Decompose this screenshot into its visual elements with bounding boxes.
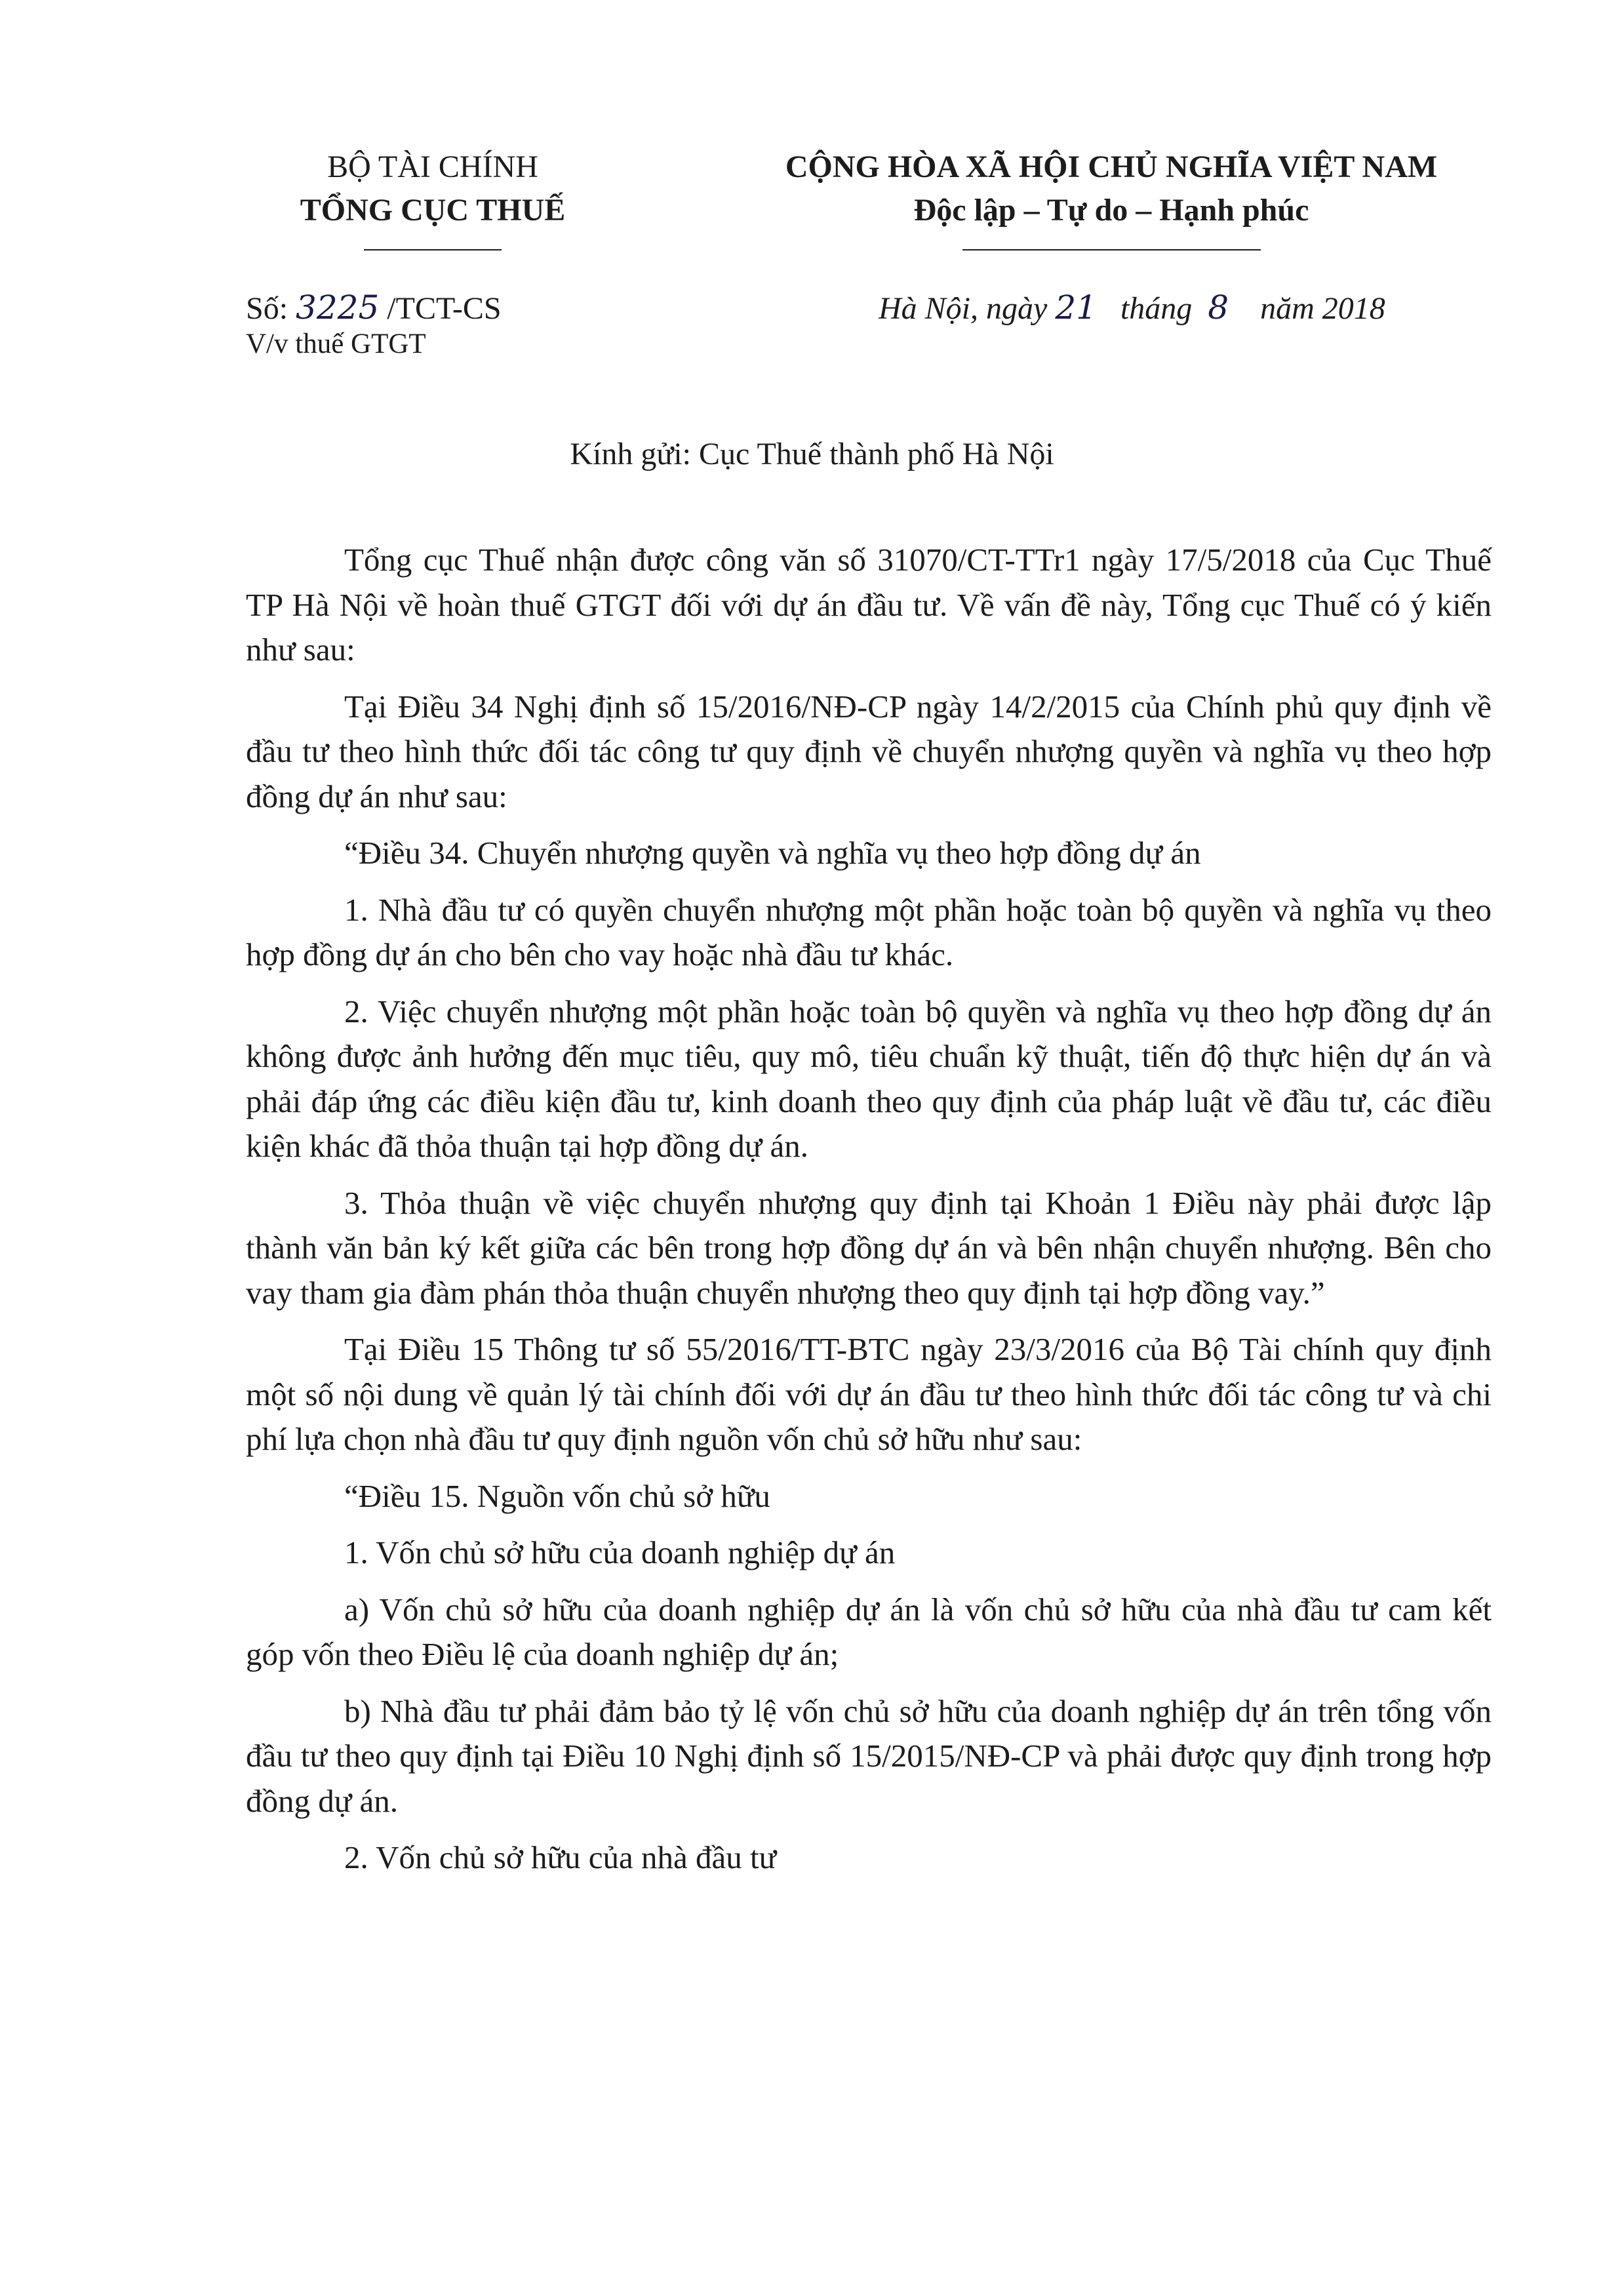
paragraph: “Điều 34. Chuyển nhượng quyền và nghĩa vụ theo hợp đồng dự án	[344, 835, 1201, 871]
paragraph: Tại Điều 15 Thông tư số 55/2016/TT-BTC ngày 23/3/2016 của Bộ Tài chính quy định một số nội dung về quản lý tài chính đối với dự án đầu tư theo hình thức đối tác công tư và chi phí lựa chọn nhà đầu tư quy định nguồn vốn chủ sở hữu như sau:	[246, 1331, 1492, 1457]
country-name: CỘNG HÒA XÃ HỘI CHỦ NGHĨA VIỆT NAM	[785, 150, 1438, 184]
so-label: Số:	[246, 291, 288, 326]
paragraph: 1. Vốn chủ sở hữu của doanh nghiệp dự án	[344, 1534, 896, 1570]
department-name: TỔNG CỤC THUẾ	[300, 193, 566, 228]
document-subject: V/v thuế GTGT	[246, 329, 426, 359]
so-suffix: /TCT-CS	[387, 291, 502, 326]
issuer-block	[249, 146, 616, 250]
handwritten-day: 21	[1055, 289, 1097, 327]
document-date	[879, 289, 1385, 327]
national-motto: Độc lập – Tự do – Hạnh phúc	[913, 193, 1309, 228]
document-number	[246, 289, 502, 327]
paragraph: a) Vốn chủ sở hữu của doanh nghiệp dự án là vốn chủ sở hữu của nhà đầu tư cam kết góp vốn theo Điều lệ của doanh nghiệp dự án;	[246, 1591, 1492, 1672]
motto-underline	[962, 249, 1261, 250]
ministry-name: BỘ TÀI CHÍNH	[327, 150, 538, 184]
paragraph: b) Nhà đầu tư phải đảm bảo tỷ lệ vốn chủ sở hữu của doanh nghiệp dự án trên tổng vốn đầu tư theo quy định tại Điều 10 Nghị định số 15/2015/NĐ-CP và phải được quy định trong hợp đồng dự án.	[246, 1692, 1492, 1819]
month-label: tháng	[1120, 291, 1193, 326]
national-heading	[705, 146, 1518, 250]
paragraph: Tổng cục Thuế nhận được công văn số 31070/CT-TTr1 ngày 17/5/2018 của Cục Thuế TP Hà Nội về hoàn thuế GTGT đối với dự án đầu tư. Về vấn đề này, Tổng cục Thuế có ý kiến như sau:	[246, 542, 1492, 668]
handwritten-number: 3225	[296, 289, 380, 327]
paragraph: 2. Vốn chủ sở hữu của nhà đầu tư	[344, 1839, 777, 1875]
date-year: năm 2018	[1260, 291, 1385, 326]
date-prefix: Hà Nội, ngày	[879, 291, 1048, 326]
paragraph: 2. Việc chuyển nhượng một phần hoặc toàn bộ quyền và nghĩa vụ theo hợp đồng dự án không được ảnh hưởng đến mục tiêu, quy mô, tiêu chuẩn kỹ thuật, tiến độ thực hiện dự án và phải đáp ứng các điều kiện đầu tư, kinh doanh theo quy định của pháp luật về đầu tư, các điều kiện khác đã thỏa thuận tại hợp đồng dự án.	[246, 993, 1492, 1164]
handwritten-month: 8	[1208, 289, 1229, 327]
recipient-line: Kính gửi: Cục Thuế thành phố Hà Nội	[570, 437, 1054, 471]
paragraph: “Điều 15. Nguồn vốn chủ sở hữu	[344, 1477, 770, 1514]
letter-body	[246, 538, 1492, 1881]
paragraph: Tại Điều 34 Nghị định số 15/2016/NĐ-CP ngày 14/2/2015 của Chính phủ quy định về đầu tư theo hình thức đối tác công tư quy định về chuyển nhượng quyền và nghĩa vụ theo hợp đồng dự án như sau:	[246, 688, 1492, 814]
issuer-underline	[364, 249, 502, 250]
paragraph: 1. Nhà đầu tư có quyền chuyển nhượng một phần hoặc toàn bộ quyền và nghĩa vụ theo hợp đồng dự án cho bên cho vay hoặc nhà đầu tư khác.	[246, 891, 1492, 972]
paragraph: 3. Thỏa thuận về việc chuyển nhượng quy định tại Khoản 1 Điều này phải được lập thành văn bản ký kết giữa các bên trong hợp đồng dự án và bên nhận chuyển nhượng. Bên cho vay tham gia đàm phán thỏa thuận chuyển nhượng theo quy định tại hợp đồng vay.”	[246, 1184, 1492, 1311]
